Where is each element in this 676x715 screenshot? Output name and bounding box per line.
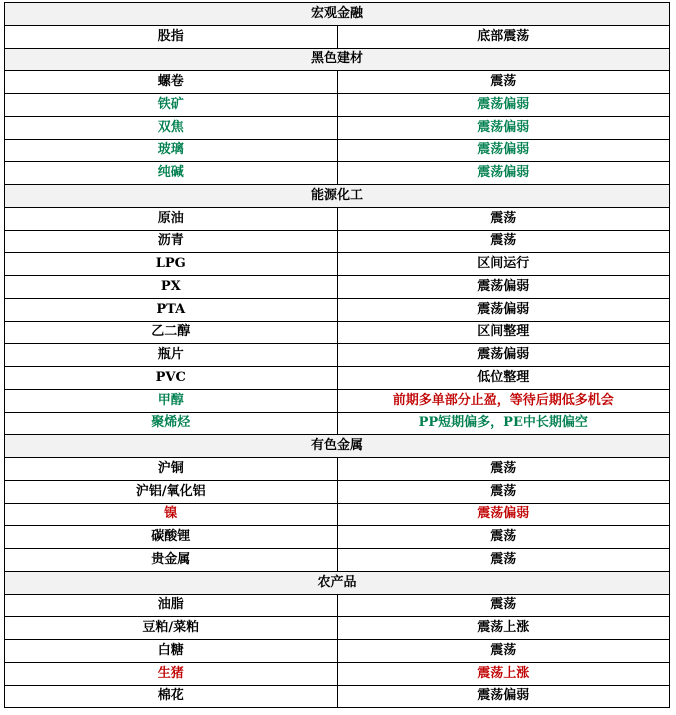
table-row <box>5 480 670 503</box>
commodity-name: 棉花 <box>5 685 338 708</box>
outlook-value: 震荡偏弱 <box>337 503 670 526</box>
commodity-name: 纯碱 <box>5 162 338 185</box>
table-row <box>5 526 670 549</box>
table-row <box>5 640 670 663</box>
commodity-name: 双焦 <box>5 116 338 139</box>
outlook-value: 震荡偏弱 <box>337 276 670 299</box>
commodity-name: 股指 <box>5 25 338 48</box>
outlook-value: 震荡偏弱 <box>337 139 670 162</box>
outlook-value: 震荡 <box>337 480 670 503</box>
commodity-name: 玻璃 <box>5 139 338 162</box>
commodity-name: PVC <box>5 367 338 390</box>
commodity-name: 镍 <box>5 503 338 526</box>
section-title: 能源化工 <box>5 185 670 208</box>
commodity-name: LPG <box>5 253 338 276</box>
outlook-value: 底部震荡 <box>337 25 670 48</box>
outlook-value: 区间整理 <box>337 321 670 344</box>
section-header-row <box>5 435 670 458</box>
table-row <box>5 94 670 117</box>
commodity-name: 乙二醇 <box>5 321 338 344</box>
outlook-value: 震荡 <box>337 71 670 94</box>
section-header-row <box>5 185 670 208</box>
outlook-value: 震荡 <box>337 458 670 481</box>
table-row <box>5 549 670 572</box>
section-title: 黑色建材 <box>5 48 670 71</box>
table-row <box>5 503 670 526</box>
commodity-name: 生猪 <box>5 662 338 685</box>
section-header-row <box>5 571 670 594</box>
table-row <box>5 321 670 344</box>
commodity-name: 聚烯烃 <box>5 412 338 435</box>
table-row <box>5 344 670 367</box>
commodity-name: 螺卷 <box>5 71 338 94</box>
outlook-value: 震荡偏弱 <box>337 685 670 708</box>
commodity-name: PX <box>5 276 338 299</box>
commodity-name: 沪铜 <box>5 458 338 481</box>
commodity-name: 碳酸锂 <box>5 526 338 549</box>
commodity-name: 沥青 <box>5 230 338 253</box>
outlook-value: 震荡 <box>337 594 670 617</box>
outlook-value: 震荡 <box>337 526 670 549</box>
table-row <box>5 139 670 162</box>
table-row <box>5 617 670 640</box>
table-row <box>5 207 670 230</box>
commodity-name: PTA <box>5 298 338 321</box>
section-title: 农产品 <box>5 571 670 594</box>
table-row <box>5 71 670 94</box>
outlook-value: 震荡 <box>337 549 670 572</box>
outlook-value: 震荡偏弱 <box>337 298 670 321</box>
table-row <box>5 276 670 299</box>
outlook-value: 前期多单部分止盈，等待后期低多机会 <box>337 389 670 412</box>
outlook-value: PP短期偏多，PE中长期偏空 <box>337 412 670 435</box>
section-header-row <box>5 48 670 71</box>
section-header-row <box>5 3 670 26</box>
table-row <box>5 389 670 412</box>
commodity-name: 沪铝/氧化铝 <box>5 480 338 503</box>
commodity-name: 油脂 <box>5 594 338 617</box>
commodity-name: 铁矿 <box>5 94 338 117</box>
table-row <box>5 162 670 185</box>
outlook-value: 震荡偏弱 <box>337 344 670 367</box>
commodity-name: 白糖 <box>5 640 338 663</box>
table-row <box>5 367 670 390</box>
table-row <box>5 458 670 481</box>
commodity-name: 原油 <box>5 207 338 230</box>
table-row <box>5 662 670 685</box>
outlook-value: 震荡上涨 <box>337 662 670 685</box>
table-body <box>5 3 670 708</box>
outlook-value: 震荡 <box>337 230 670 253</box>
commodity-outlook-table <box>4 2 670 708</box>
table-row <box>5 594 670 617</box>
table-row <box>5 253 670 276</box>
outlook-value: 震荡偏弱 <box>337 116 670 139</box>
outlook-value: 震荡上涨 <box>337 617 670 640</box>
commodity-name: 甲醇 <box>5 389 338 412</box>
commodity-name: 贵金属 <box>5 549 338 572</box>
table-row <box>5 116 670 139</box>
table-row <box>5 230 670 253</box>
table-row <box>5 412 670 435</box>
section-title: 有色金属 <box>5 435 670 458</box>
section-title: 宏观金融 <box>5 3 670 26</box>
outlook-value: 震荡 <box>337 640 670 663</box>
table-row <box>5 298 670 321</box>
table-row <box>5 25 670 48</box>
outlook-value: 震荡 <box>337 207 670 230</box>
commodity-name: 瓶片 <box>5 344 338 367</box>
outlook-value: 低位整理 <box>337 367 670 390</box>
outlook-value: 震荡偏弱 <box>337 162 670 185</box>
table-row <box>5 685 670 708</box>
outlook-value: 区间运行 <box>337 253 670 276</box>
outlook-value: 震荡偏弱 <box>337 94 670 117</box>
commodity-name: 豆粕/菜粕 <box>5 617 338 640</box>
